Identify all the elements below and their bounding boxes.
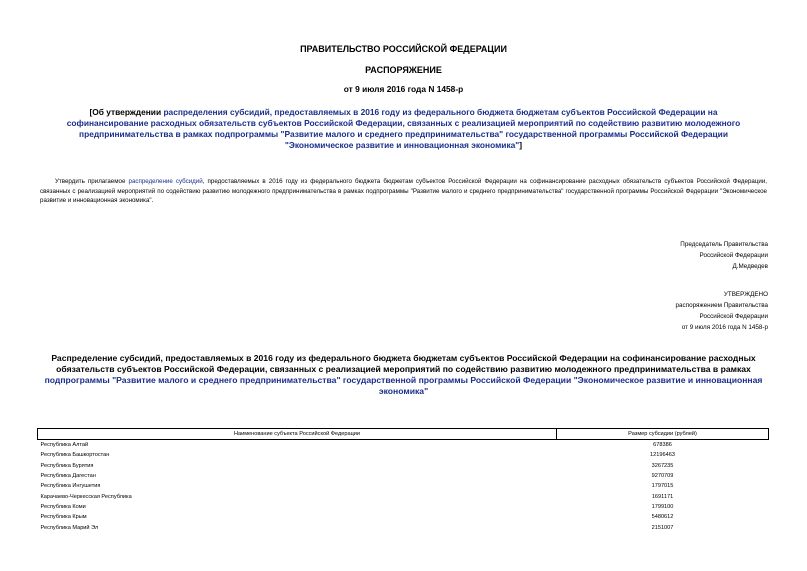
table-row <box>38 471 769 481</box>
subject-cell: Республика Бурятия <box>40 462 94 469</box>
distribution-title-link[interactable]: подпрограммы "Развитие малого и среднего предпринимательства" государственной программы Российской Федерации "Экономическое развитие и инновационная экономика" <box>44 375 763 396</box>
intro-link[interactable]: распределение субсидий <box>128 178 203 185</box>
amount-cell: 12196463 <box>650 452 675 459</box>
amount-cell: 5480612 <box>651 514 674 521</box>
intro-paragraph <box>40 177 767 206</box>
subsidy-table <box>37 428 769 533</box>
table-row <box>38 440 769 451</box>
column-header-subject: Наименование субъекта Российской Федерации <box>38 429 557 440</box>
distribution-title <box>33 353 774 397</box>
subject-cell: Республика Коми <box>40 503 86 510</box>
document-date-number: от 9 июля 2016 года N 1458-р <box>343 84 464 94</box>
amount-cell: 1799100 <box>651 503 674 510</box>
signature-country: Российской Федерации <box>699 252 768 259</box>
table-row <box>38 491 769 501</box>
subject-cell: Карачаево-Черкесская Республика <box>40 493 132 500</box>
subject-cell: Республика Башкортостан <box>40 452 110 459</box>
subject-cell: Республика Ингушетия <box>40 483 101 490</box>
signature-position: Председатель Правительства <box>680 241 768 248</box>
subject-cell: Республика Дагестан <box>40 473 96 480</box>
table-row <box>38 461 769 471</box>
table-row <box>38 450 769 460</box>
approval-title: УТВЕРЖДЕНО <box>723 291 768 298</box>
table-row <box>38 522 769 532</box>
signature-block <box>518 239 768 272</box>
amount-cell: 2151007 <box>651 524 674 531</box>
document-type: РАСПОРЯЖЕНИЕ <box>365 65 442 75</box>
title-close: ] <box>519 140 523 150</box>
signature-name: Д.Медведев <box>732 263 768 270</box>
table-row <box>38 481 769 491</box>
intro-text-after: , предоставляемых в 2016 году из федерального бюджета бюджетам субъектов Российской Федерации на софинансирование расходных обязательств субъектов Российской Федерации, связанных с реализацией мероприятий по содействию развитию молодежного предпринимательства в рамках подпрограммы "Развитие малого и среднего предпринимательства" государственной программы Российской Федерации "Экономическое развитие и инновационная экономика". <box>40 178 768 204</box>
government-heading: ПРАВИТЕЛЬСТВО РОССИЙСКОЙ ФЕДЕРАЦИИ <box>300 44 507 54</box>
approval-line-3: Российской Федерации <box>699 313 768 320</box>
title-open: [Об утверждении <box>89 107 164 117</box>
intro-text-before: Утвердить прилагаемое <box>55 178 129 185</box>
amount-cell: 1797015 <box>651 483 674 490</box>
amount-cell: 9270709 <box>651 473 674 480</box>
table-row <box>38 512 769 522</box>
approval-stamp <box>518 289 768 333</box>
subject-cell: Республика Марий Эл <box>40 524 99 531</box>
subject-cell: Республика Крым <box>40 514 87 521</box>
amount-cell: 1691171 <box>651 493 674 500</box>
distribution-title-text: Распределение субсидий, предоставляемых в 2016 году из федерального бюджета бюджетам субъектов Российской Федерации на софинансирование расходных обязательств субъектов Российской Федерации, связанных с реализацией мероприятий по содействию развитию молодежного предпринимательства в рамках <box>51 353 756 374</box>
subject-cell: Республика Алтай <box>40 442 89 449</box>
document-title <box>52 107 755 151</box>
column-header-amount: Размер субсидии (рублей) <box>557 429 769 440</box>
title-link[interactable]: распределения субсидий, предоставляемых в 2016 году из федерального бюджета бюджетам субъектов Российской Федерации на софинансирование расходных обязательств субъектов Российской Федерации, связанных с реализацией мероприятий по содействию развитию молодежного предпринимательства в рамках подпрограммы "Развитие малого и среднего предпринимательства" государственной программы Российской Федерации "Экономическое развитие и инновационная экономика" <box>66 107 741 150</box>
table-header-row <box>38 429 769 440</box>
table-row <box>38 502 769 512</box>
approval-line-2: распоряжением Правительства <box>675 302 768 309</box>
amount-cell: 678386 <box>653 442 672 449</box>
approval-line-4: от 9 июля 2016 года N 1458-р <box>681 324 768 331</box>
amount-cell: 3267235 <box>651 462 674 469</box>
